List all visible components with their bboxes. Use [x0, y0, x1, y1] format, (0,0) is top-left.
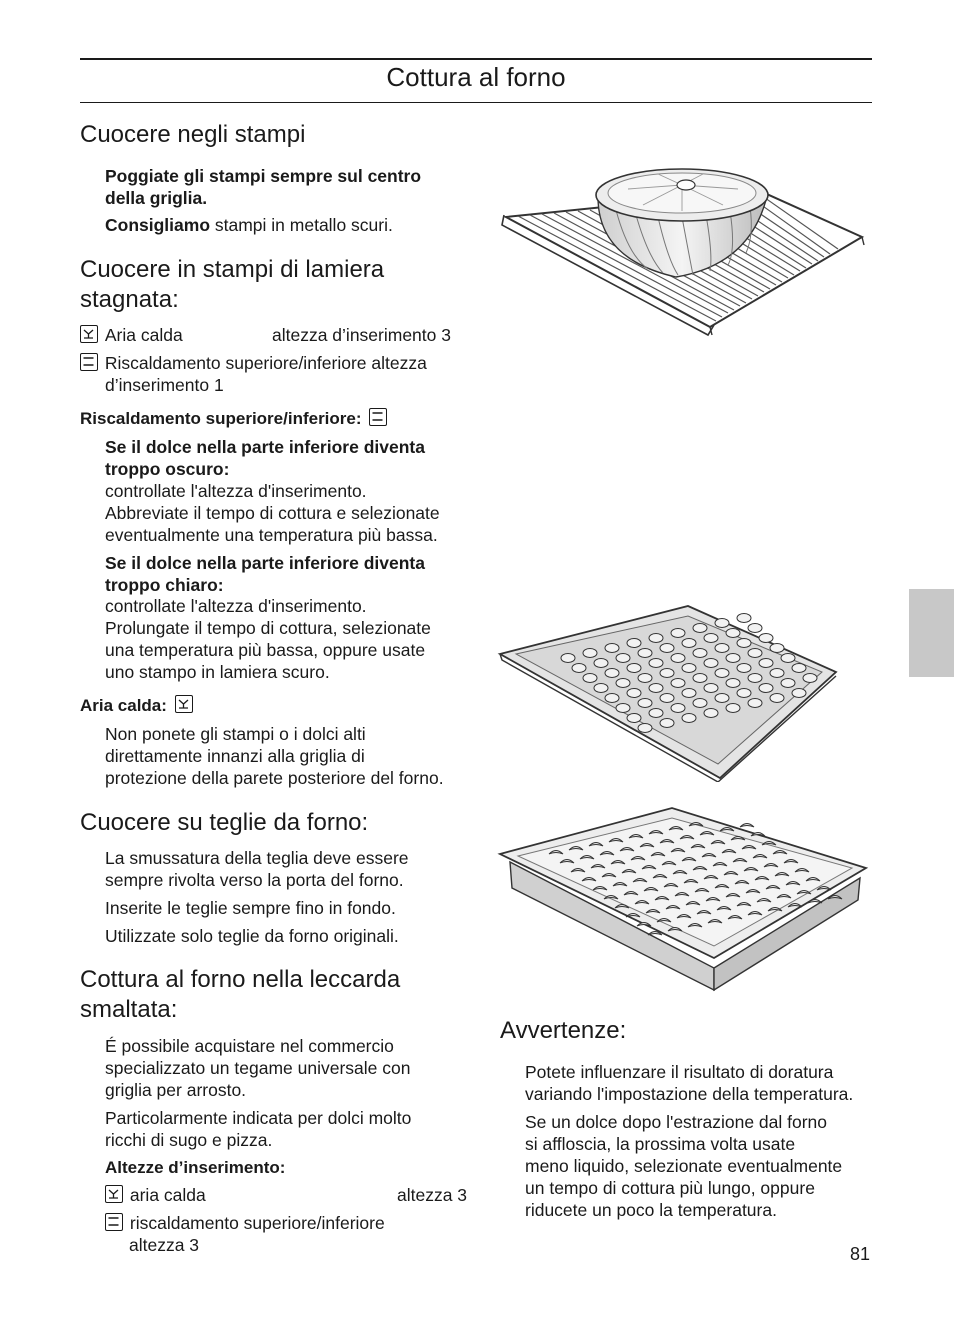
fan-icon [105, 1185, 123, 1203]
para-line: Utilizzate solo teglie da forno originali. [105, 926, 399, 946]
para-line: Non ponete gli stampi o i dolci alti [105, 724, 366, 744]
para-line: eventualmente una temperatura più bassa. [105, 525, 438, 545]
section-title-teglie: Cuocere su teglie da forno: [80, 809, 369, 836]
header-bottom-rule [80, 102, 872, 103]
cookie-round [660, 694, 674, 703]
para-line: specializzato un tegame universale con [105, 1058, 411, 1078]
para-line: Potete influenzare il risultato di doratura [525, 1062, 834, 1082]
section-title-avvertenze: Avvertenze: [500, 1017, 627, 1044]
cookie-round [682, 689, 696, 698]
chapter-thumb-tab [909, 589, 954, 677]
section-title-leccarda: Cottura al forno nella leccarda [80, 966, 401, 993]
text-run: stampi in metallo scuri. [210, 215, 393, 235]
para-line: sempre rivolta verso la porta del forno. [105, 870, 404, 890]
para-bold-line: Poggiate gli stampi sempre sul centro [105, 166, 422, 186]
cookie-round [671, 654, 685, 663]
setting-label-cont: altezza 3 [129, 1235, 200, 1255]
cookie-round [770, 694, 784, 703]
para-line: si affloscia, la prossima volta usate [525, 1134, 796, 1154]
cookie-round [572, 664, 586, 673]
cookie-round [649, 659, 663, 668]
para-line: Particolarmente indicata per dolci molto [105, 1108, 412, 1128]
bold-word: Consigliamo [105, 215, 211, 235]
setting-label: riscaldamento superiore/inferiore [129, 1213, 385, 1233]
fan-icon [80, 325, 98, 343]
cookie-round [660, 644, 674, 653]
cookie-round [693, 649, 707, 658]
para-line: La smussatura della teglia deve essere [105, 848, 409, 868]
cookie-round [583, 649, 597, 658]
cookie-round [693, 699, 707, 708]
subheading-text: Aria calda: [80, 696, 167, 715]
cookie-round [715, 669, 729, 678]
cookie-round [627, 714, 641, 723]
page-number: 81 [849, 1244, 870, 1264]
setting-label-cont: d’inserimento 1 [105, 375, 224, 395]
cookie-round [726, 704, 740, 713]
para-line: direttamente innanzi alla griglia di [105, 746, 365, 766]
cookie-round [638, 649, 652, 658]
cookie-round [693, 674, 707, 683]
para-bold-line: troppo oscuro: [105, 459, 230, 479]
setting-row-hot-air [80, 324, 480, 346]
rack-with-cake-pan-illustration [498, 165, 870, 340]
cookie-round [616, 704, 630, 713]
cookie-round [605, 694, 619, 703]
para-line: Prolungate il tempo di cottura, selezionate [105, 618, 431, 638]
cookie-round [682, 639, 696, 648]
cookie-round [638, 699, 652, 708]
cookie-round [781, 679, 795, 688]
subheading-top-bottom [80, 408, 387, 430]
cookie-round [748, 699, 762, 708]
cookie-round [693, 624, 707, 633]
subheading-hot-air [80, 695, 193, 717]
para-line: Abbreviate il tempo di cottura e selezionate [105, 503, 440, 523]
para-line: É possibile acquistare nel commercio [105, 1036, 394, 1056]
cookie-round [671, 679, 685, 688]
cookie-round [594, 659, 608, 668]
subheading-text: Riscaldamento superiore/inferiore: [80, 409, 362, 428]
page-header-title: Cottura al forno [386, 62, 566, 92]
para-line: controllate l'altezza d'inserimento. [105, 596, 367, 616]
cookie-round [616, 679, 630, 688]
section-title-lamiera: Cuocere in stampi di lamiera [80, 256, 385, 283]
cookie-round [627, 639, 641, 648]
para-line: una temperatura più bassa, oppure usate [105, 640, 426, 660]
subheading-altezze: Altezze d’inserimento: [105, 1158, 286, 1177]
cookie-round [726, 629, 740, 638]
header-top-rule [80, 58, 872, 60]
para-line: griglia per arrosto. [105, 1080, 247, 1100]
setting-row-top-bottom [105, 1212, 385, 1234]
cookie-round [660, 669, 674, 678]
cookie-round [616, 654, 630, 663]
cookie-round [759, 659, 773, 668]
cookie-round [759, 634, 773, 643]
cookie-round [649, 684, 663, 693]
para-line: ricchi di sugo e pizza. [105, 1130, 273, 1150]
top-bottom-heat-icon [105, 1213, 123, 1231]
enamel-drip-pan-illustration [496, 806, 870, 992]
para-line: Inserite le teglie sempre fino in fondo. [105, 898, 396, 918]
cookie-round [605, 644, 619, 653]
cookie-round [649, 634, 663, 643]
section-title-stampi: Cuocere negli stampi [80, 121, 306, 148]
cookie-round [682, 714, 696, 723]
cookie-round [715, 619, 729, 628]
section-title-leccarda-cont: smaltata: [80, 996, 178, 1023]
cookie-round [737, 689, 751, 698]
cookie-round [737, 664, 751, 673]
top-bottom-heat-icon [80, 353, 98, 371]
setting-row-top-bottom [80, 352, 427, 374]
cookie-round [660, 719, 674, 728]
setting-value: altezza 3 [397, 1185, 468, 1205]
cookie-round [803, 674, 817, 683]
cookie-round [682, 664, 696, 673]
cookie-round [748, 649, 762, 658]
para-line: Se un dolce dopo l'estrazione dal forno [525, 1112, 828, 1132]
cookie-round [671, 629, 685, 638]
cookie-round [704, 659, 718, 668]
cookie-round [770, 669, 784, 678]
cookie-round [583, 674, 597, 683]
cookie-round [561, 654, 575, 663]
para-line: un tempo di cottura più lungo, oppure [525, 1178, 815, 1198]
para-bold-line: troppo chiaro: [105, 575, 224, 595]
para-bold-line: della griglia. [105, 188, 208, 208]
para-consigliamo [105, 214, 393, 236]
para-bold-line: Se il dolce nella parte inferiore diventa [105, 553, 425, 573]
cookie-round [759, 684, 773, 693]
para-line: riducete un poco la temperatura. [525, 1200, 777, 1220]
baking-tray-cookies-illustration [496, 602, 842, 782]
para-bold-line: Se il dolce nella parte inferiore diventa [105, 437, 425, 457]
section-title-lamiera-cont: stagnata: [80, 286, 179, 313]
setting-value: altezza d’inserimento 3 [272, 325, 451, 345]
setting-label: Riscaldamento superiore/inferiore altezza [104, 353, 427, 373]
cookie-round [605, 669, 619, 678]
cookie-round [627, 664, 641, 673]
setting-row-hot-air [105, 1184, 475, 1206]
fan-icon [175, 695, 193, 713]
cookie-round [704, 709, 718, 718]
para-line: protezione della parete posteriore del forno. [105, 768, 444, 788]
cookie-round [649, 709, 663, 718]
cookie-round [638, 724, 652, 733]
cookie-round [715, 694, 729, 703]
setting-label: aria calda [129, 1185, 206, 1205]
cookie-round [737, 639, 751, 648]
cookie-round [726, 679, 740, 688]
cookie-round [781, 654, 795, 663]
cookie-round [671, 704, 685, 713]
cookie-round [704, 684, 718, 693]
cookie-round [770, 644, 784, 653]
cookie-crescent [740, 824, 754, 828]
cookie-round [748, 624, 762, 633]
para-line: meno liquido, selezionate eventualmente [525, 1156, 843, 1176]
top-bottom-heat-icon [369, 408, 387, 426]
cookie-round [737, 614, 751, 623]
cookie-round [594, 684, 608, 693]
cookie-round [638, 674, 652, 683]
cookie-round [627, 689, 641, 698]
cookie-round [748, 674, 762, 683]
setting-label: Aria calda [104, 325, 183, 345]
cookie-round [704, 634, 718, 643]
para-line: controllate l'altezza d'inserimento. [105, 481, 367, 501]
cookie-round [726, 654, 740, 663]
cookie-round [792, 664, 806, 673]
para-line: uno stampo in lamiera scuro. [105, 662, 330, 682]
para-line: variando l'impostazione della temperatura. [525, 1084, 854, 1104]
cookie-round [792, 689, 806, 698]
cookie-round [715, 644, 729, 653]
